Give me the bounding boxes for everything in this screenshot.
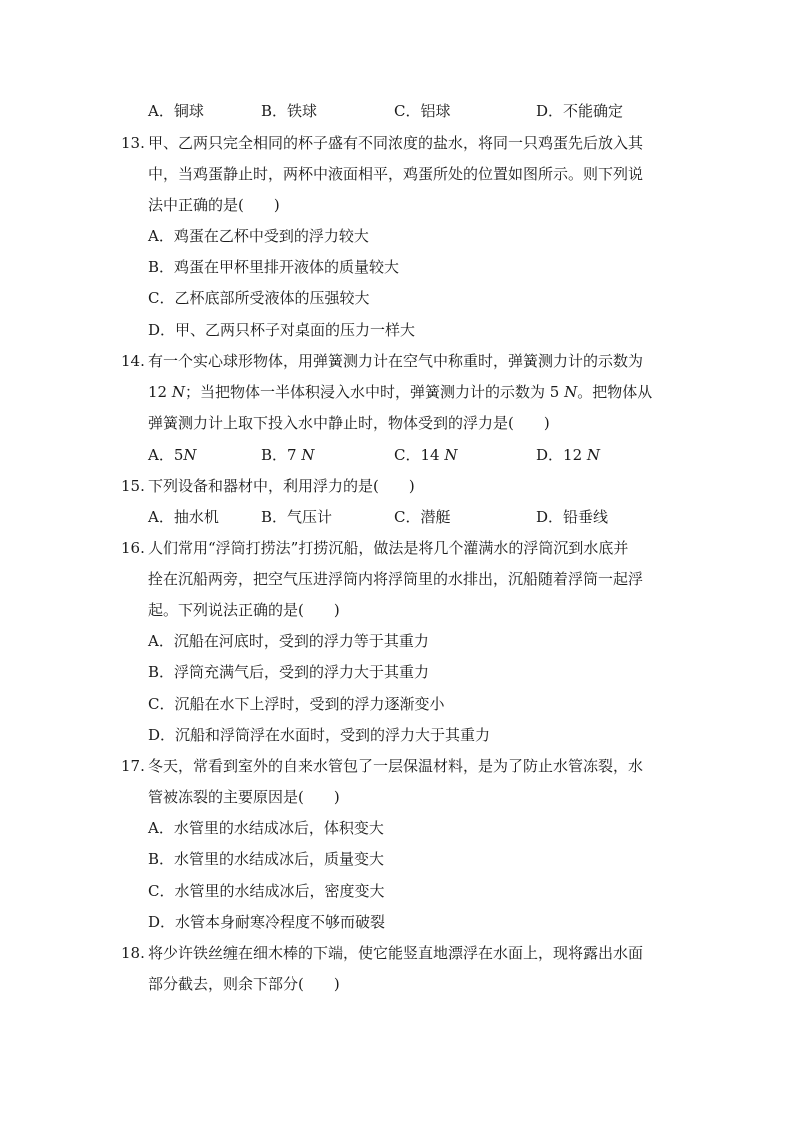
q16-option-c: C．沉船在水下上浮时，受到的浮力逐渐变小 [148, 695, 445, 713]
q13-option-b: B．鸡蛋在甲杯里排开液体的质量较大 [148, 258, 400, 276]
q13-number: 13. [121, 134, 145, 152]
q17-option-b: B．水管里的水结成冰后，质量变大 [148, 850, 385, 868]
q14-option-a [148, 445, 197, 465]
q13-stem-line1: 甲、乙两只完全相同的杯子盛有不同浓度的盐水，将同一只鸡蛋先后放入其 [148, 134, 644, 152]
q16-stem-line2: 拴在沉船两旁，把空气压进浮筒内将浮筒里的水排出，沉船随着浮筒一起浮 [148, 570, 644, 588]
q15-number: 15. [121, 477, 145, 495]
q14-unit-newton-1: N [171, 383, 185, 401]
q15-stem-line1: 下列设备和器材中，利用浮力的是( ) [148, 477, 415, 495]
q16-stem-line1: 人们常用“浮筒打捞法”打捞沉船，做法是将几个灌满水的浮筒沉到水底并 [148, 539, 629, 557]
q15-option-a: A．抽水机 [148, 508, 219, 526]
q12-option-b: B．铁球 [261, 102, 318, 120]
q18-stem-line2: 部分截去，则余下部分( ) [148, 975, 340, 993]
q14-stem-line3: 弹簧测力计上取下投入水中静止时，物体受到的浮力是( ) [148, 414, 550, 432]
q14-stem-line2-a: 12 [148, 383, 172, 401]
q15-option-c: C．潜艇 [394, 508, 451, 526]
q13-option-c: C．乙杯底部所受液体的压强较大 [148, 289, 370, 307]
q16-number: 16. [121, 539, 145, 557]
q17-option-a: A．水管里的水结成冰后，体积变大 [148, 819, 384, 837]
q12-option-a: A．铜球 [148, 102, 204, 120]
q17-stem-line1: 冬天，常看到室外的自来水管包了一层保温材料，是为了防止水管冻裂，水 [148, 757, 644, 775]
q14-option-c-unit: N [444, 446, 458, 464]
q15-option-b: B．气压计 [261, 508, 333, 526]
q14-option-c [394, 445, 457, 465]
q14-unit-newton-2: N [564, 383, 578, 401]
q13-option-d: D．甲、乙两只杯子对桌面的压力一样大 [148, 321, 416, 339]
q13-option-a: A．鸡蛋在乙杯中受到的浮力较大 [148, 227, 369, 245]
q14-option-c-value: C．14 [394, 446, 445, 464]
q14-option-b-unit: N [301, 446, 315, 464]
q13-stem-line2: 中，当鸡蛋静止时，两杯中液面相平，鸡蛋所处的位置如图所示。则下列说 [148, 165, 644, 183]
q14-option-b [261, 445, 314, 465]
q17-option-c: C．水管里的水结成冰后，密度变大 [148, 882, 385, 900]
q15-option-d: D．铅垂线 [536, 508, 609, 526]
q16-option-b: B．浮筒充满气后，受到的浮力大于其重力 [148, 663, 430, 681]
q14-stem-line1: 有一个实心球形物体，用弹簧测力计在空气中称重时，弹簧测力计的示数为 [148, 352, 644, 370]
q14-option-d-value: D．12 [536, 446, 587, 464]
q14-option-d-unit: N [586, 446, 601, 464]
q18-stem-line1: 将少许铁丝缠在细木棒的下端，使它能竖直地漂浮在水面上，现将露出水面 [148, 944, 644, 962]
q14-stem-line2 [148, 382, 652, 402]
q14-option-a-value: A．5 [148, 446, 184, 464]
q12-option-d: D．不能确定 [536, 102, 624, 120]
q17-stem-line2: 管被冻裂的主要原因是( ) [148, 788, 340, 806]
q14-option-b-value: B．7 [261, 446, 302, 464]
q12-option-c: C．铝球 [394, 102, 451, 120]
q14-option-a-unit: N [183, 446, 197, 464]
q16-option-a: A．沉船在河底时，受到的浮力等于其重力 [148, 632, 429, 650]
q17-number: 17. [121, 757, 145, 775]
q13-stem-line3: 法中正确的是( ) [148, 196, 280, 214]
q14-number: 14. [121, 352, 145, 370]
q16-stem-line3: 起。下列说法正确的是( ) [148, 601, 340, 619]
q17-option-d: D．水管本身耐寒冷程度不够而破裂 [148, 913, 386, 931]
q14-option-d [536, 445, 600, 465]
q14-stem-line2-c: 。把物体从 [577, 383, 653, 401]
q18-number: 18. [121, 944, 145, 962]
q16-option-d: D．沉船和浮筒浮在水面时，受到的浮力大于其重力 [148, 726, 491, 744]
q14-stem-line2-b: ；当把物体一半体积浸入水中时，弹簧测力计的示数为 5 [184, 383, 565, 401]
